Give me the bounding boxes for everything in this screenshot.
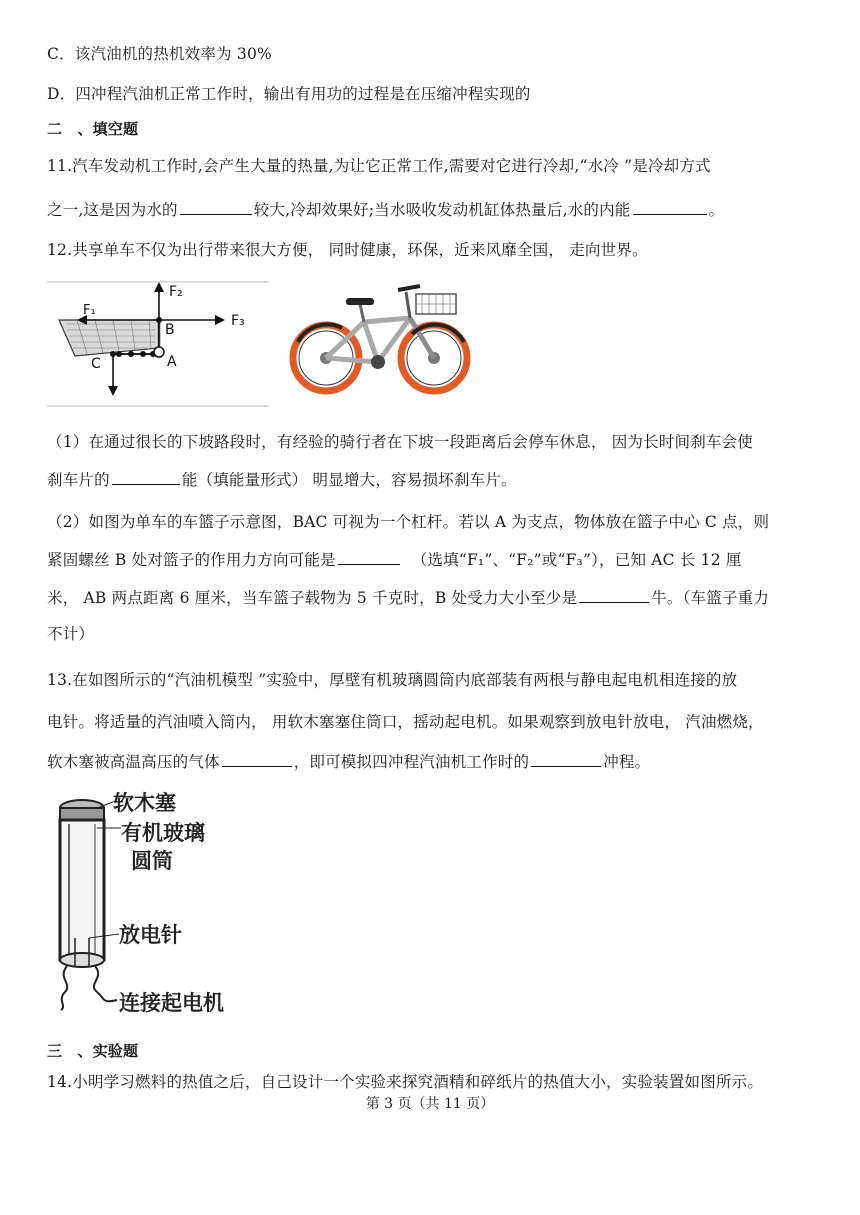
label-cork: 软木塞	[113, 791, 176, 815]
label-f1: F₁	[83, 303, 96, 318]
q13-text-c: 冲程。	[603, 753, 651, 771]
q12-part2-line-3	[47, 586, 769, 608]
answer-blank[interactable]	[338, 563, 400, 565]
q12-p1-text-a: 刹车片的	[47, 471, 110, 489]
basket-lever-figure	[47, 280, 269, 408]
label-connect-generator: 连接起电机	[119, 991, 224, 1015]
q12-part2-line-4: 不计）	[47, 625, 95, 643]
label-f2: F₂	[169, 284, 183, 300]
q12-intro: 12.共享单车不仅为出行带来很大方便， 同时健康，环保，近来风靡全国， 走向世界。	[47, 241, 648, 259]
answer-blank[interactable]	[112, 483, 180, 485]
engine-model-diagram	[47, 788, 247, 1016]
label-b: B	[165, 322, 175, 338]
q12-p2-text-b: （选填“F₁”、“F₂”或“F₃”），已知 AC 长 12 厘	[411, 551, 742, 569]
q13-line-2: 电针。将适量的汽油喷入筒内， 用软木塞塞住筒口，摇动起电机。如果观察到放电针放电， 汽油燃烧，	[47, 713, 764, 731]
label-glass-tube-2: 圆筒	[131, 849, 173, 873]
q13-line-3	[47, 750, 650, 772]
q12-p2-text-d: 牛。（车篮子重力	[651, 589, 770, 607]
q12-p1-text-b: 能（填能量形式） 明显增大，容易损坏刹车片。	[181, 471, 517, 489]
section-heading-fill-in: 二 、填空题	[47, 120, 139, 138]
answer-blank[interactable]	[222, 765, 292, 767]
page-footer: 第 3 页（共 11 页）	[365, 1096, 495, 1112]
q13-text-b: ，即可模拟四冲程汽油机工作时的	[293, 753, 530, 771]
q12-part2-line-1: （2）如图为单车的车篮子示意图，BAC 可视为一个杠杆。若以 A 为支点，物体放在篮子中心 C 点，则	[47, 513, 770, 531]
label-glass-tube-1: 有机玻璃	[121, 821, 205, 845]
q12-part1-line-1: （1）在通过很长的下坡路段时，有经验的骑行者在下坡一段距离后会停车休息， 因为长时间刹车会使	[47, 433, 753, 451]
label-f3: F₃	[231, 313, 245, 329]
answer-blank[interactable]	[633, 213, 707, 215]
engine-model-figure	[47, 788, 247, 1016]
q11-text-b: 较大,冷却效果好;当水吸收发动机缸体热量后,水的内能	[253, 201, 631, 219]
section-heading-experiment: 三 、实验题	[47, 1042, 139, 1060]
answer-blank[interactable]	[579, 601, 649, 603]
q11-text-c: 。	[708, 201, 725, 219]
q13-text-a: 软木塞被高温高压的气体	[47, 753, 220, 771]
shared-bike-figure	[282, 272, 478, 402]
basket-lever-diagram	[47, 280, 269, 408]
answer-blank[interactable]	[180, 213, 252, 215]
shared-bike-image	[282, 272, 478, 402]
q12-part2-line-2	[47, 548, 742, 570]
q12-p2-text-c: 米， AB 两点距离 6 厘米，当车篮子载物为 5 千克时，B 处受力大小至少是	[47, 589, 578, 607]
q11-line-1: 11.汽车发动机工作时,会产生大量的热量,为让它正常工作,需要对它进行冷却,“水冷 ”是冷却方式	[47, 157, 711, 175]
option-d: D．四冲程汽油机正常工作时，输出有用功的过程是在压缩冲程实现的	[47, 85, 531, 103]
label-a: A	[167, 354, 177, 370]
answer-blank[interactable]	[531, 765, 601, 767]
q11-text-a: 之一,这是因为水的	[47, 201, 178, 219]
q12-part1-line-2	[47, 468, 517, 490]
q11-line-2	[47, 198, 724, 220]
q13-line-1: 13.在如图所示的“汽油机模型 ”实验中，厚壁有机玻璃圆筒内底部装有两根与静电起电机相连接的放	[47, 671, 738, 689]
option-c: C．该汽油机的热机效率为 30%	[47, 45, 272, 63]
q12-p2-text-a: 紧固螺丝 B 处对篮子的作用力方向可能是	[47, 551, 336, 569]
q14-line-1: 14.小明学习燃料的热值之后，自己设计一个实验来探究酒精和碎纸片的热值大小，实验装置如图所示。	[47, 1073, 764, 1091]
label-discharge-needle: 放电针	[119, 923, 182, 947]
label-c: C	[91, 356, 101, 372]
